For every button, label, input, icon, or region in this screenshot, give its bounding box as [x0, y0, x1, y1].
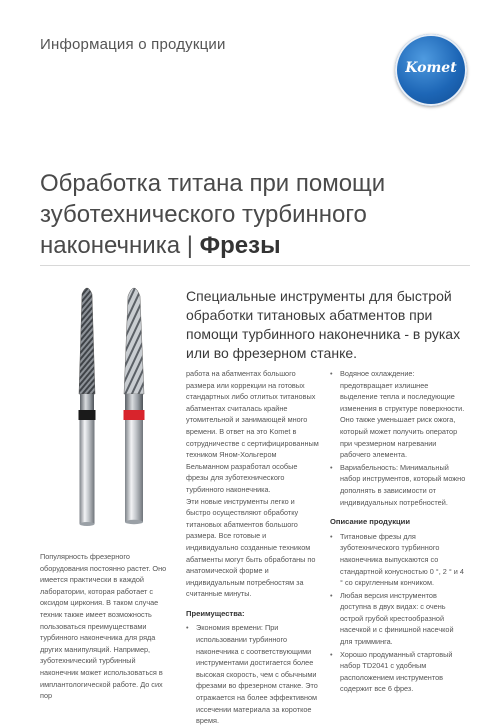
black-band — [79, 410, 96, 420]
column-2-paragraph-2: Эти новые инструменты легко и быстро осуществляют обработку титановых абатментов большого размера. Все готовые и индивидуально созданные техником абатменты могут быть обработаны по анатомической форме и индивидуальным потребностям за считанные минуты. — [186, 496, 316, 599]
feature-item: • Вариабельность: Минимальный набор инструментов, который можно дополнять в зависимости от индивидуальных потребностей. — [330, 462, 468, 508]
column-1-text: Популярность фрезерного оборудования постоянно растет. Оно имеется практически в каждой лаборатории, которая работает с оксидом циркония. В таком случае техник также имеет возможность пользоваться преимуществами турбинного наконечника для ряда других манипуляций. Например, зуботехнический турбинный наконечник может использоваться в имплантологической работе. До сих пор — [40, 552, 167, 701]
bur-finishing — [124, 288, 145, 524]
bur-crosscut — [79, 288, 96, 526]
komet-logo — [395, 34, 467, 106]
title-line-1: Обработка титана при помощи — [40, 170, 386, 197]
title-line-2: зуботехнического турбинного — [40, 201, 367, 228]
column-3 — [330, 368, 468, 696]
intro-text: Специальные инструменты для быстрой обработки титановых абатментов при помощи турбинного наконечника - в руках или во фрезерном станке. — [186, 288, 461, 361]
titanium-burs-image — [60, 276, 170, 546]
advantage-item: • Экономия времени: При использовании турбинного наконечника с соответствующими инструментами достигается более высокая скорость, чем с обычными фрезами во фрезерном станке. Это отражается на более эффективном иссечении материала за короткое время. — [186, 622, 319, 726]
description-item: • Любая версия инструментов доступна в двух видах: с очень острой грубой крестообразной насечкой и с финишной насечкой для тримминга. — [330, 590, 468, 648]
advantages-list — [186, 622, 319, 726]
title-divider — [40, 265, 470, 266]
logo-text: Komet — [405, 60, 457, 76]
title-line-3-bold: Фрезы — [199, 232, 281, 259]
column-2 — [186, 368, 319, 728]
advantages-heading: Преимущества: — [186, 608, 245, 618]
column-2-paragraph-1: работа на абатментах большого размера или коррекции на готовых стандартных либо отлитых титановых абатментах считалась крайне утомительной и занимающей много времени. В ответ на это Komet в сотрудничестве с сертифицированным техником Яном-Хольгером Бельманном разработал особые фрезы для зуботехнического турбинного наконечника. — [186, 369, 319, 494]
product-description-list — [330, 531, 468, 695]
product-description-heading: Описание продукции — [330, 517, 410, 527]
column-1 — [40, 551, 175, 702]
description-item: • Титановые фрезы для зуботехнического турбинного наконечника выпускаются со стандартной конусностью 0 °, 2 ° и 4 ° со скругленным кончиком. — [330, 531, 468, 589]
features-list — [330, 368, 468, 508]
description-item: • Хорошо продуманный стартовый набор TD2041 с удобным расположением инструментов содержит все 6 фрез. — [330, 649, 468, 695]
title-line-3-plain: наконечника | — [40, 232, 200, 259]
feature-item: • Водяное охлаждение: предотвращает излишнее выделение тепла и последующие изменения в структуре поверхности. Оно также уменьшает риск ожога, который может получить оператор при чрезмерном нагревании рабочего элемента. — [330, 368, 468, 461]
header-title: Информация о продукции — [40, 36, 226, 53]
page-title — [40, 168, 460, 261]
title-line-3 — [40, 230, 460, 261]
red-band — [124, 410, 145, 420]
